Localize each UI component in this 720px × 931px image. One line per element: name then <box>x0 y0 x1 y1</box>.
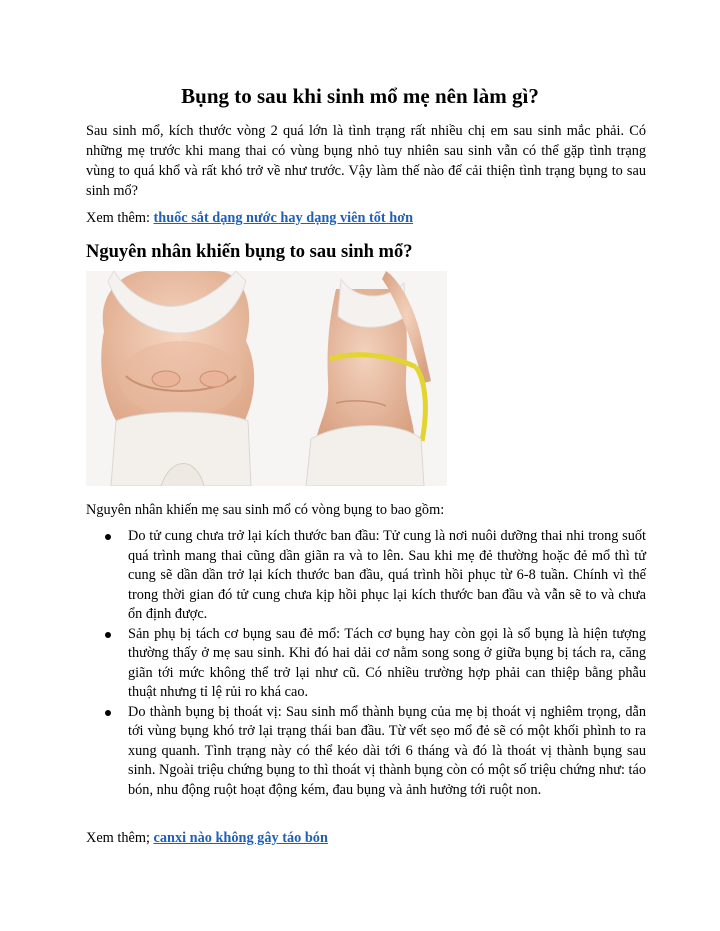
see-also-prefix: Xem thêm: <box>86 210 154 226</box>
list-item-text: Do tử cung chưa trở lại kích thước ban đầu: Tử cung là nơi nuôi dưỡng thai nhi trong suốt quá trình mang thai cũng dần giãn ra và to lên. Sau khi mẹ đẻ thường hoặc đẻ mổ thì tử cung sẽ dần dần trở lại kích thước ban đầu, quá trình hồi phục từ 6-8 tuần. Chính vì thế trong thời gian đó tử cung chưa kịp hồi phục lại kích thước ban đầu và vẫn sẽ to và chưa ổn định được. <box>128 528 646 622</box>
see-also-prefix: Xem thêm; <box>86 830 154 846</box>
belly-illustration <box>86 271 447 486</box>
see-also-link-2[interactable]: canxi nào không gây táo bón <box>153 830 328 846</box>
list-item-text: Sản phụ bị tách cơ bụng sau đẻ mổ: Tách cơ bụng hay còn gọi là sổ bụng là hiện tượng thường thấy ở mẹ sau sinh. Khi đó hai dải cơ nằm song song ở giữa bụng bị tách ra, căng giãn tới mức không thể trở lại như cũ. Có nhiều trường hợp phải can thiệp bằng phẫu thuật nhưng tỉ lệ rủi ro khá cao. <box>128 625 646 700</box>
see-also-line-2 <box>86 828 646 848</box>
see-also-line-1 <box>86 208 646 228</box>
bullet-icon <box>105 710 111 716</box>
bullet-icon <box>105 534 111 540</box>
list-item <box>86 527 646 625</box>
causes-list <box>86 527 646 800</box>
causes-lead: Nguyên nhân khiến mẹ sau sinh mổ có vòng bụng to bao gồm: <box>86 502 445 518</box>
list-item-text: Do thành bụng bị thoát vị: Sau sinh mổ thành bụng của mẹ bị thoát vị nghiêm trọng, dẫn tới vùng bụng khó trở lại trạng thái ban đầu. Từ vết sẹo mổ đẻ sẽ có một khối phình to ra xung quanh. Tình trạng này có thể kéo dài tới 6 tháng và đó là thoát vị thành bụng sau sinh. Ngoài triệu chứng bụng to thì thoát vị thành bụng còn có một số triệu chứng như: táo bón, nhu động ruột hoạt động kém, đau bụng và ảnh hưởng tới ruột non. <box>128 703 646 798</box>
intro-paragraph: Sau sinh mổ, kích thước vòng 2 quá lớn là tình trạng rất nhiều chị em sau sinh mắc phải. Có những mẹ trước khi mang thai có vùng bụng nhỏ tuy nhiên sau sinh vẫn có thể gặp tình trạng vùng to quá khổ và rất khó trở về như trước. Vậy làm thế nào để cải thiện tình trạng bụng to sau sinh mổ? <box>86 123 646 199</box>
bullet-icon <box>105 632 111 638</box>
article-title: Bụng to sau khi sinh mổ mẹ nên làm gì? <box>181 84 539 108</box>
before-after-belly-photo <box>86 271 447 486</box>
see-also-link-1[interactable]: thuốc sắt dạng nước hay dạng viên tốt hơn <box>153 210 414 226</box>
section-heading: Nguyên nhân khiến bụng to sau sinh mổ? <box>86 242 413 262</box>
list-item <box>86 703 646 801</box>
list-item <box>86 625 646 703</box>
